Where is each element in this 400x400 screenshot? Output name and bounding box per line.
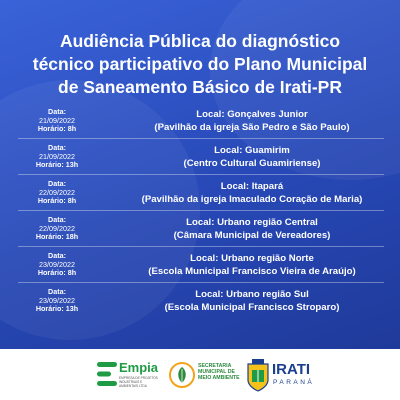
footer-logos: [0, 349, 400, 400]
schedule-list: [18, 103, 384, 319]
title-line-2: técnico participativo do Plano Municipal: [32, 54, 368, 74]
venue-name: (Escola Municipal Francisco Vieira de Araújo): [148, 266, 356, 277]
date-block: [18, 108, 96, 134]
venue-name: (Centro Cultural Guamiriense): [183, 158, 321, 169]
location-name: Local: Itapará: [220, 181, 284, 192]
location-block: [120, 288, 384, 314]
location-block: [120, 108, 384, 134]
date-label: Data:: [48, 251, 66, 260]
empia-logo: [97, 361, 157, 391]
date-value: 23/09/2022: [39, 259, 75, 269]
time-value: Horário: 18h: [35, 232, 79, 241]
empia-tagline: EMPRESA DE PROJETOS INDUSTRIAIS E AMBIENTAIS LTDA: [119, 376, 158, 388]
location-block: [120, 252, 384, 278]
venue-name: (Pavilhão da igreja Imaculado Coração de Maria): [141, 194, 363, 205]
location-block: [120, 216, 384, 242]
date-value: 22/09/2022: [39, 187, 75, 197]
meio-line-3: MEIO AMBIENTE: [198, 375, 240, 382]
schedule-row: [18, 103, 384, 139]
date-value: 23/09/2022: [39, 295, 75, 305]
meio-ambiente-logo: [168, 359, 240, 393]
date-value: 21/09/2022: [39, 151, 75, 161]
location-block: [120, 180, 384, 206]
empia-name: Empia: [119, 360, 159, 375]
location-block: [120, 144, 384, 170]
date-label: Data:: [48, 107, 66, 116]
time-value: Horário: 13h: [35, 304, 79, 313]
time-value: Horário: 8h: [37, 196, 77, 205]
schedule-row: [18, 247, 384, 283]
leaf-icon: [168, 361, 196, 389]
date-block: [18, 144, 96, 170]
location-name: Local: Guamirim: [214, 145, 290, 156]
date-block: [18, 216, 96, 242]
date-value: 22/09/2022: [39, 223, 75, 233]
date-label: Data:: [48, 287, 66, 296]
date-block: [18, 288, 96, 314]
irati-name: IRATI: [272, 361, 311, 378]
date-label: Data:: [48, 215, 66, 224]
meio-ambiente-text: [198, 363, 242, 382]
date-block: [18, 180, 96, 206]
title-line-1: Audiência Pública do diagnóstico: [59, 31, 341, 51]
schedule-row: [18, 211, 384, 247]
location-name: Local: Urbano região Central: [186, 217, 318, 228]
meio-line-1: SECRETARIA: [198, 363, 232, 369]
date-label: Data:: [48, 179, 66, 188]
time-value: Horário: 8h: [37, 268, 77, 277]
date-value: 21/09/2022: [39, 115, 75, 125]
irati-state: PARANÁ: [273, 379, 315, 386]
time-value: Horário: 8h: [37, 124, 77, 133]
title-line-3: de Saneamento Básico de Irati-PR: [58, 77, 342, 97]
location-name: Local: Gonçalves Junior: [196, 109, 308, 120]
location-name: Local: Urbano região Norte: [190, 253, 314, 264]
date-label: Data:: [48, 143, 66, 152]
empia-mark-icon: [97, 362, 117, 386]
venue-name: (Escola Municipal Francisco Stroparo): [164, 302, 340, 313]
venue-name: (Pavilhão da igreja São Pedro e São Paulo): [154, 122, 350, 133]
schedule-row: [18, 283, 384, 319]
irati-logo: [246, 358, 316, 394]
venue-name: (Câmara Municipal de Vereadores): [173, 230, 331, 241]
schedule-row: [18, 175, 384, 211]
schedule-row: [18, 139, 384, 175]
page-title: [20, 30, 380, 99]
time-value: Horário: 13h: [35, 160, 79, 169]
meio-line-2: MUNICIPAL DE: [198, 369, 235, 376]
date-block: [18, 252, 96, 278]
crest-icon: [246, 358, 270, 392]
location-name: Local: Urbano região Sul: [195, 289, 309, 300]
